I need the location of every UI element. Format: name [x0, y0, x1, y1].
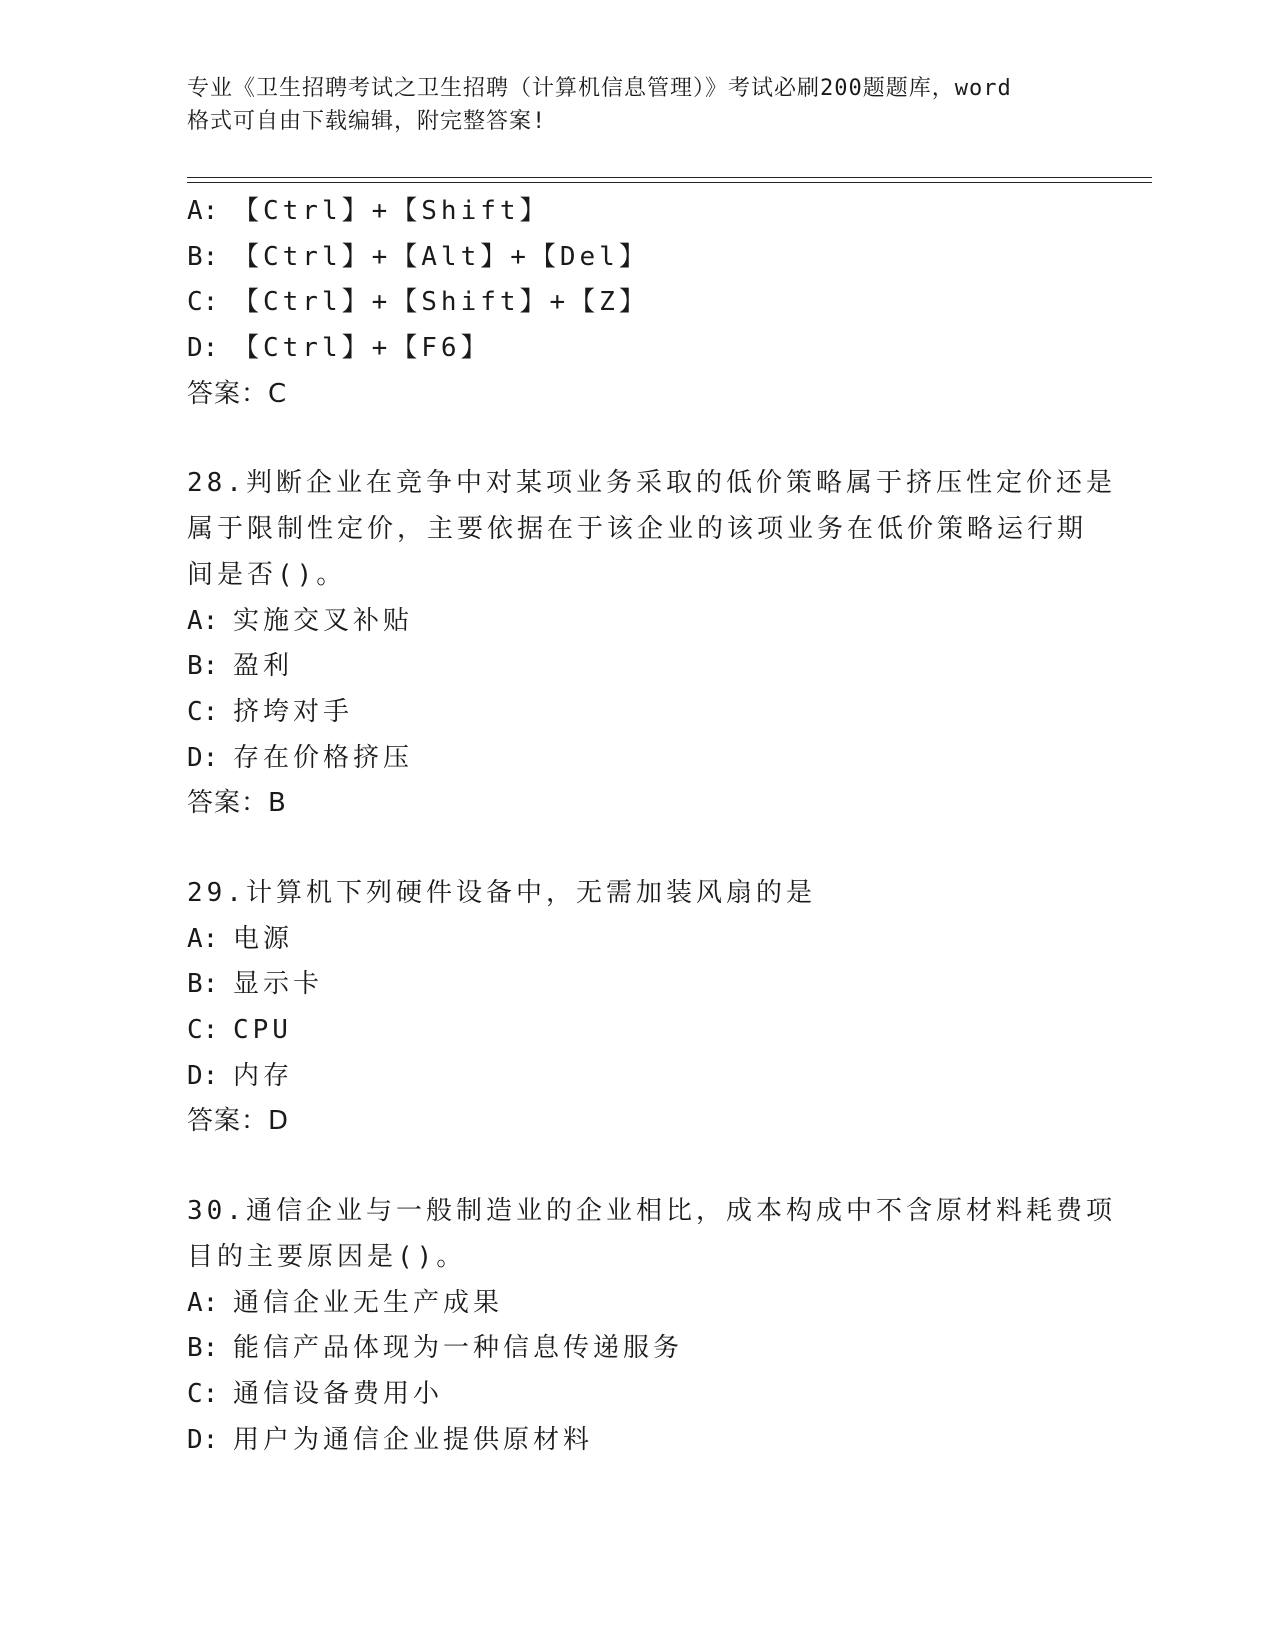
option-text: 存在价格挤压	[233, 742, 414, 773]
question-28	[187, 461, 1116, 827]
option-d	[187, 736, 1087, 782]
option-text: 能信产品体现为一种信息传递服务	[233, 1333, 684, 1364]
option-text: 内存	[233, 1060, 294, 1091]
question-stem-line: 30.通信企业与一般制造业的企业相比，成本构成中不含原材料耗费项	[187, 1196, 1116, 1227]
question-stem-line: 间是否()。	[187, 559, 347, 590]
option-text: 挤垮对手	[233, 696, 354, 727]
option-letter: C:	[187, 1378, 219, 1409]
option-a	[187, 189, 1087, 235]
option-b	[187, 644, 1087, 690]
option-a	[187, 917, 1087, 963]
question-stem-line: 29.计算机下列硬件设备中，无需加装风扇的是	[187, 877, 816, 908]
option-text: 电源	[233, 923, 294, 954]
option-text: 【Ctrl】+【F6】	[233, 333, 491, 364]
option-text: 【Ctrl】+【Shift】	[233, 196, 550, 226]
option-text: 通信企业无生产成果	[233, 1287, 504, 1318]
option-d	[187, 1054, 1087, 1100]
question-stem-line: 属于限制性定价，主要依据在于该企业的该项业务在低价策略运行期	[187, 514, 1088, 545]
question-stem-line: 目的主要原因是()。	[187, 1241, 467, 1272]
option-c	[187, 1372, 1087, 1418]
header-line-1: 专业《卫生招聘考试之卫生招聘（计算机信息管理）》考试必刷200题题库，word	[187, 76, 1012, 101]
option-text: 用户为通信企业提供原材料	[233, 1424, 594, 1455]
option-letter: B:	[187, 969, 219, 1000]
option-letter: D:	[187, 1424, 219, 1455]
header-line-2: 格式可自由下载编辑，附完整答案!	[187, 109, 547, 134]
option-text: 通信设备费用小	[233, 1378, 444, 1409]
question-29	[187, 871, 1087, 1145]
option-text: CPU	[233, 1015, 292, 1046]
option-letter: D:	[187, 742, 219, 773]
option-letter: C:	[187, 287, 219, 318]
option-c	[187, 1008, 1087, 1054]
option-letter: B:	[187, 1333, 219, 1364]
option-letter: C:	[187, 696, 219, 727]
option-text: 显示卡	[233, 969, 324, 1000]
option-text: 【Ctrl】+【Shift】+【Z】	[233, 287, 649, 318]
answer-line: 答案：B	[187, 788, 287, 819]
option-text: 盈利	[233, 651, 294, 682]
option-letter: B:	[187, 651, 219, 682]
answer-line: 答案：D	[187, 1106, 290, 1137]
question-27	[187, 189, 1087, 417]
option-c	[187, 280, 1087, 326]
document-header	[187, 72, 1087, 138]
header-divider-bottom	[187, 182, 1152, 183]
option-text: 【Ctrl】+【Alt】+【Del】	[233, 241, 649, 272]
question-spacer	[187, 1145, 1087, 1189]
option-b	[187, 235, 1087, 281]
option-b	[187, 962, 1087, 1008]
option-letter: D:	[187, 333, 219, 364]
option-b	[187, 1326, 1087, 1372]
option-letter: C:	[187, 1015, 219, 1046]
question-stem-line: 28.判断企业在竞争中对某项业务采取的低价策略属于挤压性定价还是	[187, 468, 1116, 499]
option-a	[187, 1281, 1087, 1327]
option-letter: B:	[187, 241, 219, 272]
option-d	[187, 326, 1087, 372]
option-c	[187, 690, 1087, 736]
option-letter: A:	[187, 1287, 219, 1318]
question-spacer	[187, 827, 1087, 871]
option-a	[187, 599, 1087, 645]
option-d	[187, 1418, 1087, 1464]
option-letter: D:	[187, 1060, 219, 1091]
answer-line: 答案：C	[187, 378, 288, 409]
option-text: 实施交叉补贴	[233, 605, 414, 636]
option-letter: A:	[187, 923, 219, 954]
option-letter: A:	[187, 605, 219, 636]
option-letter: A:	[187, 196, 219, 226]
header-divider-top	[187, 177, 1152, 178]
question-30	[187, 1189, 1116, 1463]
question-spacer	[187, 417, 1087, 461]
question-list	[187, 189, 1116, 1463]
